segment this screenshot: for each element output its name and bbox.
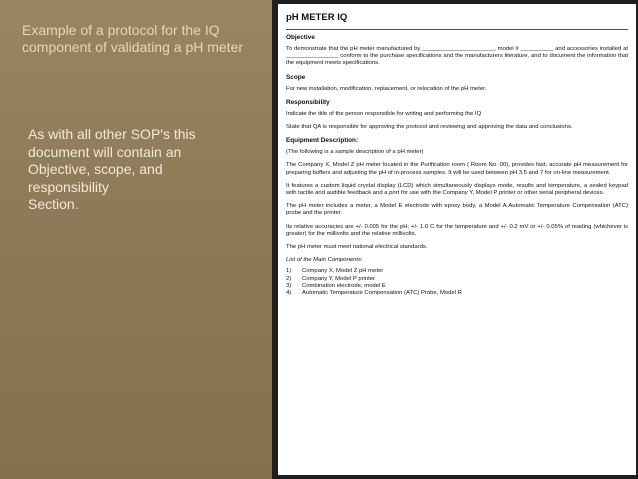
slide-caption: Example of a protocol for the IQ component of validating a pH meter bbox=[22, 22, 244, 55]
scope-text: For new installation, modification, replacement, or relocation of the pH meter. bbox=[286, 85, 487, 92]
equipment-note: (The following is a sample description of a pH meter) bbox=[286, 149, 424, 156]
responsibility-text-1: Indicate the title of the person responsible for writing and performing the IQ bbox=[286, 110, 482, 117]
component-item bbox=[286, 276, 628, 283]
component-item bbox=[286, 290, 628, 297]
body-line: Section. bbox=[28, 196, 79, 212]
equipment-paragraph-4: Its relative accuracies are +/- 0.005 for the pH; +/- 1.0 C for the temperature and +/- 0.2 mV or +/- 0.05% of reading (whichever is greater) for the millivolts and the relative millivolts. bbox=[286, 223, 628, 237]
equipment-paragraph-2: It features a custom liquid crystal display (LCD) which simultaneously displays mode, results and temperature, a sealed keypad with tactile and audible feedback and a port for use with the Company Y, Model P printer or other serial peripheral devices. bbox=[286, 182, 628, 197]
body-line: document will contain an bbox=[28, 143, 182, 160]
document-image bbox=[278, 4, 636, 475]
slide-body-text bbox=[28, 126, 253, 214]
component-text: Company Y, Model P printer bbox=[302, 275, 376, 282]
equipment-paragraph-1: The Company X, Model Z pH meter located in the Purification room ( Room No. 00), provides fast, accurate pH measurement for preparing buffers and adjusting the pH of in-process samples. It will be used between pH 3.5 and 7 for on-line measurement. bbox=[286, 162, 628, 176]
component-text: Combination electrode, model E bbox=[302, 283, 386, 290]
component-item bbox=[286, 283, 628, 290]
responsibility-text-2: State that QA is responsible for approving the protocol and reviewing and approving the data and conclusions. bbox=[286, 124, 573, 131]
component-text: Company X, Model Z pH meter bbox=[302, 268, 384, 275]
component-number: 2) bbox=[286, 275, 292, 282]
doc-title: pH METER IQ bbox=[286, 12, 348, 23]
objective-heading: Objective bbox=[286, 34, 315, 41]
title-divider bbox=[286, 29, 628, 30]
component-number: 4) bbox=[286, 290, 292, 297]
body-line: As with all other SOP's this bbox=[28, 126, 196, 142]
scope-heading: Scope bbox=[286, 73, 306, 81]
components-heading: List of the Main Components: bbox=[286, 257, 363, 264]
left-panel bbox=[0, 0, 272, 479]
equipment-paragraph-3: The pH meter includes a meter, a Model E electrode with epoxy body, a Model A Automatic Temperature Compensation (ATC) probe and the printer. bbox=[286, 203, 628, 217]
objective-text: To demonstrate that the pH meter manufactured by ______________________, model # __________ and accessories installed at ________________ conform to the purchase specifications and the manufacturers literature, and to document the information that the equipment meets specifications. bbox=[286, 46, 628, 67]
component-number: 3) bbox=[286, 283, 292, 290]
equipment-paragraph-5: The pH meter must meet national electrical standards. bbox=[286, 244, 428, 251]
responsibility-heading: Responsibility bbox=[286, 98, 330, 106]
body-line: Objective, scope, and bbox=[28, 161, 163, 177]
equipment-heading: Equipment Description: bbox=[286, 137, 359, 145]
component-number: 1) bbox=[286, 268, 292, 275]
body-line: responsibility bbox=[28, 178, 109, 195]
component-item bbox=[286, 268, 628, 275]
component-text: Automatic Temperature Compensation (ATC) Probe, Model R bbox=[302, 290, 462, 297]
